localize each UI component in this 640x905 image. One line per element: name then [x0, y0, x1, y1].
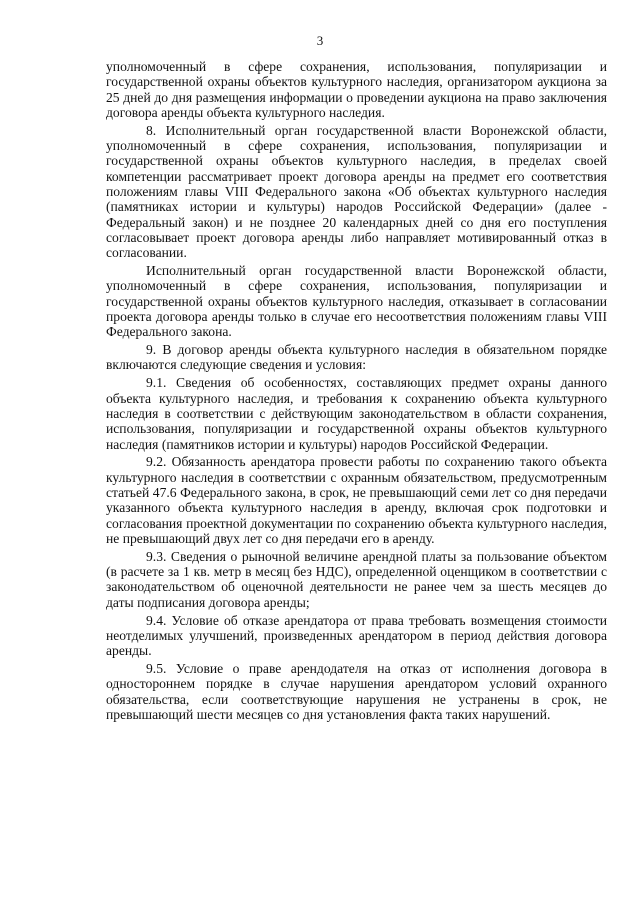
- paragraph-item-9: 9. В договор аренды объекта культурного наследия в обязательном порядке включаются следующие сведения и условия:: [106, 342, 607, 373]
- paragraph-item-9-3: 9.3. Сведения о рыночной величине арендной платы за пользование объектом (в расчете за 1 кв. метр в месяц без НДС), определенной оценщиком в соответствии с законодательством об оценочной деятельности не ранее чем за шесть месяцев до даты подписания договора аренды;: [106, 548, 607, 610]
- paragraph-continuation: уполномоченный в сфере сохранения, использования, популяризации и государственной охраны объектов культурного наследия, организатором аукциона за 25 дней до дня размещения информации о проведении аукциона на право заключения договора аренды объекта культурного наследия.: [106, 59, 607, 120]
- paragraph-item-9-1: 9.1. Сведения об особенностях, составляющих предмет охраны данного объекта культурного наследия, и требования к сохранению объекта культурного наследия в соответствии с действующим законодательством в области сохранения, использования, популяризации и государственной охраны объектов культурного наследия (памятников истории и культуры) народов Российской Федерации.: [106, 375, 607, 452]
- paragraph-item-9-4: 9.4. Условие об отказе арендатора от права требовать возмещения стоимости неотделимых улучшений, произведенных арендатором в период действия договора аренды.: [106, 612, 607, 659]
- paragraph-item-9-5: 9.5. Условие о праве арендодателя на отказ от исполнения договора в одностороннем порядке в случае нарушения арендатором условий охранного обязательства, если соответствующие нарушения не устранены в срок, не превышающий шести месяцев со дня установления факта таких нарушений.: [106, 661, 607, 722]
- paragraph-item-8: 8. Исполнительный орган государственной власти Воронежской области, уполномоченный в сфере сохранения, использования, популяризации и государственной охраны объектов культурного наследия, в пределах своей компетенции рассматривает проект договора аренды на предмет его соответствия положениям главы VIII Федерального закона «Об объектах культурного наследия (памятниках истории и культуры) народов Российской Федерации» (далее - Федеральный закон) и не позднее 20 календарных дней со дня его поступления согласовывает проект договора аренды либо направляет мотивированный отказ в согласовании.: [106, 122, 607, 261]
- document-body: [106, 59, 607, 725]
- paragraph-item-9-2: 9.2. Обязанность арендатора провести работы по сохранению такого объекта культурного наследия в соответствии с охранным обязательством, предусмотренным статьей 47.6 Федерального закона, в срок, не превышающий семи лет со дня передачи указанного объекта культурного наследия в аренду, включая срок подготовки и согласования проектной документации по сохранению объекта культурного наследия, не превышающий двух лет со дня передачи его в аренду.: [106, 454, 607, 546]
- paragraph-refusal-conditions: Исполнительный орган государственной власти Воронежской области, уполномоченный в сфере сохранения, использования, популяризации и государственной охраны объектов культурного наследия, отказывает в согласовании проекта договора аренды только в случае его несоответствия положениям главы VIII Федерального закона.: [106, 263, 607, 340]
- page-number: 3: [316, 33, 324, 48]
